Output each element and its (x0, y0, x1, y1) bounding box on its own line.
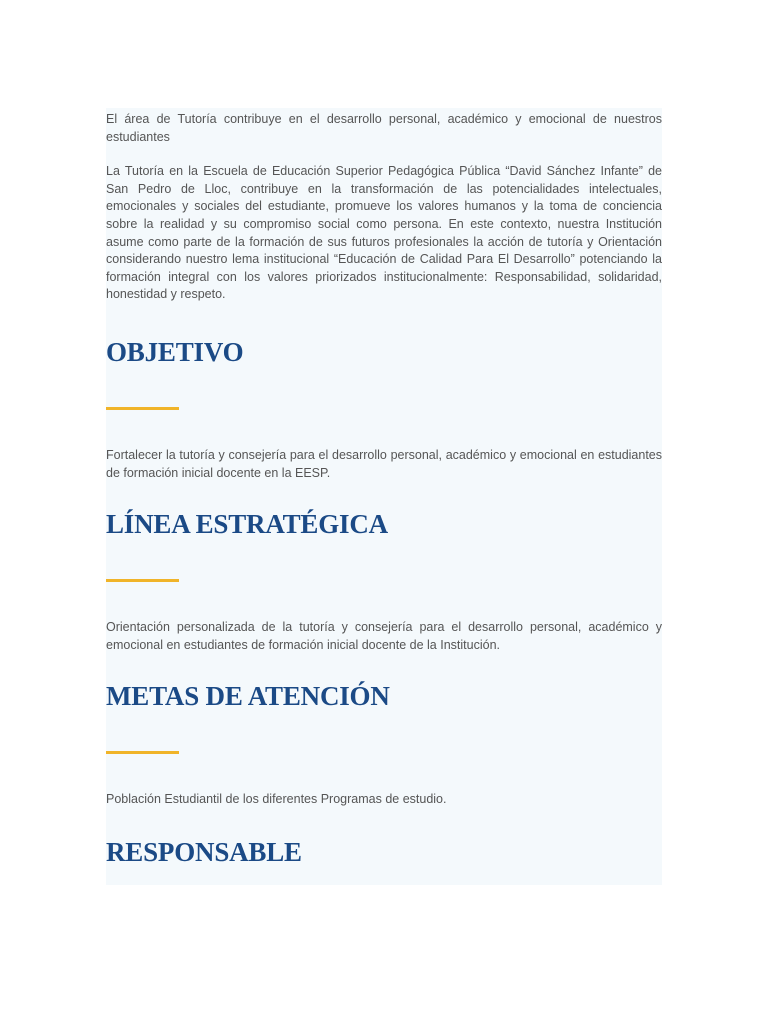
description-paragraph: La Tutoría en la Escuela de Educación Superior Pedagógica Pública “David Sánchez Infante” de San Pedro de Lloc, contribuye en la transformación de las potencialidades intelectuales, emocionales y sociales del estudiante, promueve los valores humanos y la toma de conciencia sobre la realidad y su compromiso social como persona. En este contexto, nuestra Institución asume como parte de la formación de sus futuros profesionales la acción de tutoría y Orientación considerando nuestro lema institucional “Educación de Calidad Para El Desarrollo” potenciando la formación integral con los valores priorizados institucionalmente: Responsabilidad, solidaridad, honestidad y respeto. (106, 164, 662, 302)
content-panel (106, 108, 662, 885)
linea-estrategica-heading: LÍNEA ESTRATÉGICA (106, 509, 388, 540)
objetivo-accent-rule (106, 407, 179, 410)
responsable-heading: RESPONSABLE (106, 836, 302, 867)
objetivo-heading: OBJETIVO (106, 336, 244, 367)
metas-de-atencion-accent-rule (106, 751, 179, 754)
linea-estrategica-accent-rule (106, 579, 179, 582)
linea-estrategica-text: Orientación personalizada de la tutoría y consejería para el desarrollo personal, académico y emocional en estudiantes de formación inicial docente de la Institución. (106, 620, 662, 652)
metas-de-atencion-text: Población Estudiantil de los diferentes Programas de estudio. (106, 792, 447, 807)
intro-paragraph: El área de Tutoría contribuye en el desarrollo personal, académico y emocional de nuestros estudiantes (106, 112, 662, 144)
metas-de-atencion-heading: METAS DE ATENCIÓN (106, 681, 390, 712)
objetivo-text: Fortalecer la tutoría y consejería para el desarrollo personal, académico y emocional en estudiantes de formación inicial docente en la EESP. (106, 447, 662, 480)
